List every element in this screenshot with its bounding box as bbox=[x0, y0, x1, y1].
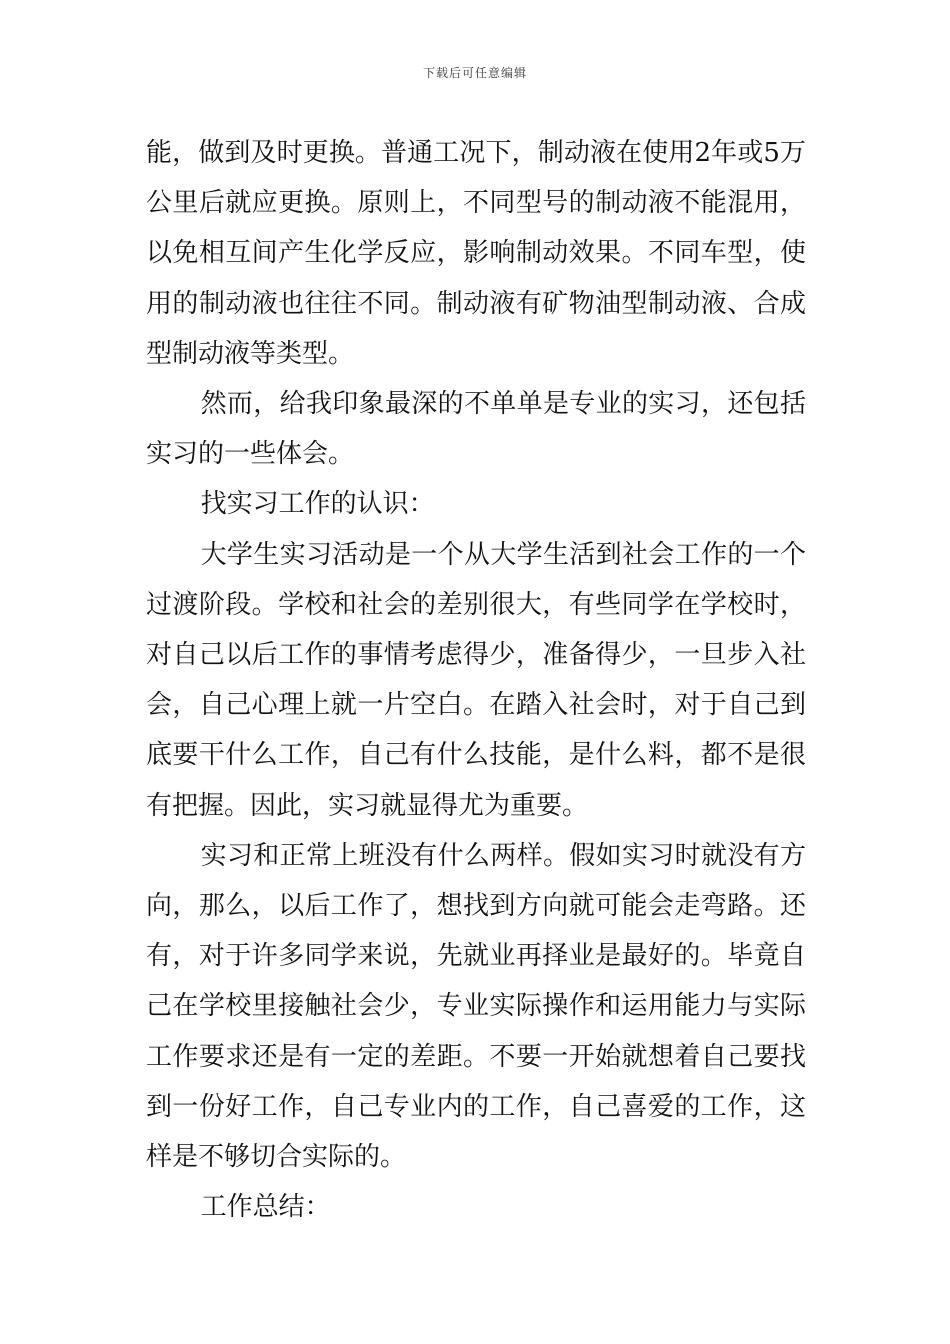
section-heading-job-search: 找实习工作的认识： bbox=[200, 489, 435, 520]
paragraph-brake-fluid: 能，做到及时更换。普通工况下，制动液在使用2年或5万公里后就应更换。原则上，不同型号的制动液不能混用，以免相互间产生化学反应，影响制动效果。不同车型，使用的制动液也往往不同。制动液有矿物油型制动液、合成型制动液等类型。 bbox=[146, 138, 806, 369]
document-body bbox=[146, 128, 806, 1232]
paragraph-direction: 实习和正常上班没有什么两样。假如实习时就没有方向，那么，以后工作了，想找到方向就可能会走弯路。还有，对于许多同学来说，先就业再择业是最好的。毕竟自己在学校里接触社会少，专业实际操作和运用能力与实际工作要求还是有一定的差距。不要一开始就想着自己要找到一份好工作，自己专业内的工作，自己喜爱的工作，这样是不够切合实际的。 bbox=[146, 840, 806, 1173]
header-note: 下载后可任意编辑 bbox=[422, 66, 527, 80]
section-heading-summary: 工作总结： bbox=[200, 1192, 331, 1223]
paragraph-transition: 大学生实习活动是一个从大学生活到社会工作的一个过渡阶段。学校和社会的差别很大，有些同学在学校时，对自己以后工作的事情考虑得少，准备得少，一旦步入社会，自己心理上就一片空白。在踏入社会时，对于自己到底要干什么工作，自己有什么技能，是什么料，都不是很有把握。因此，实习就显得尤为重要。 bbox=[146, 539, 806, 821]
paragraph-impression: 然而，给我印象最深的不单单是专业的实习，还包括实习的一些体会。 bbox=[146, 389, 806, 470]
